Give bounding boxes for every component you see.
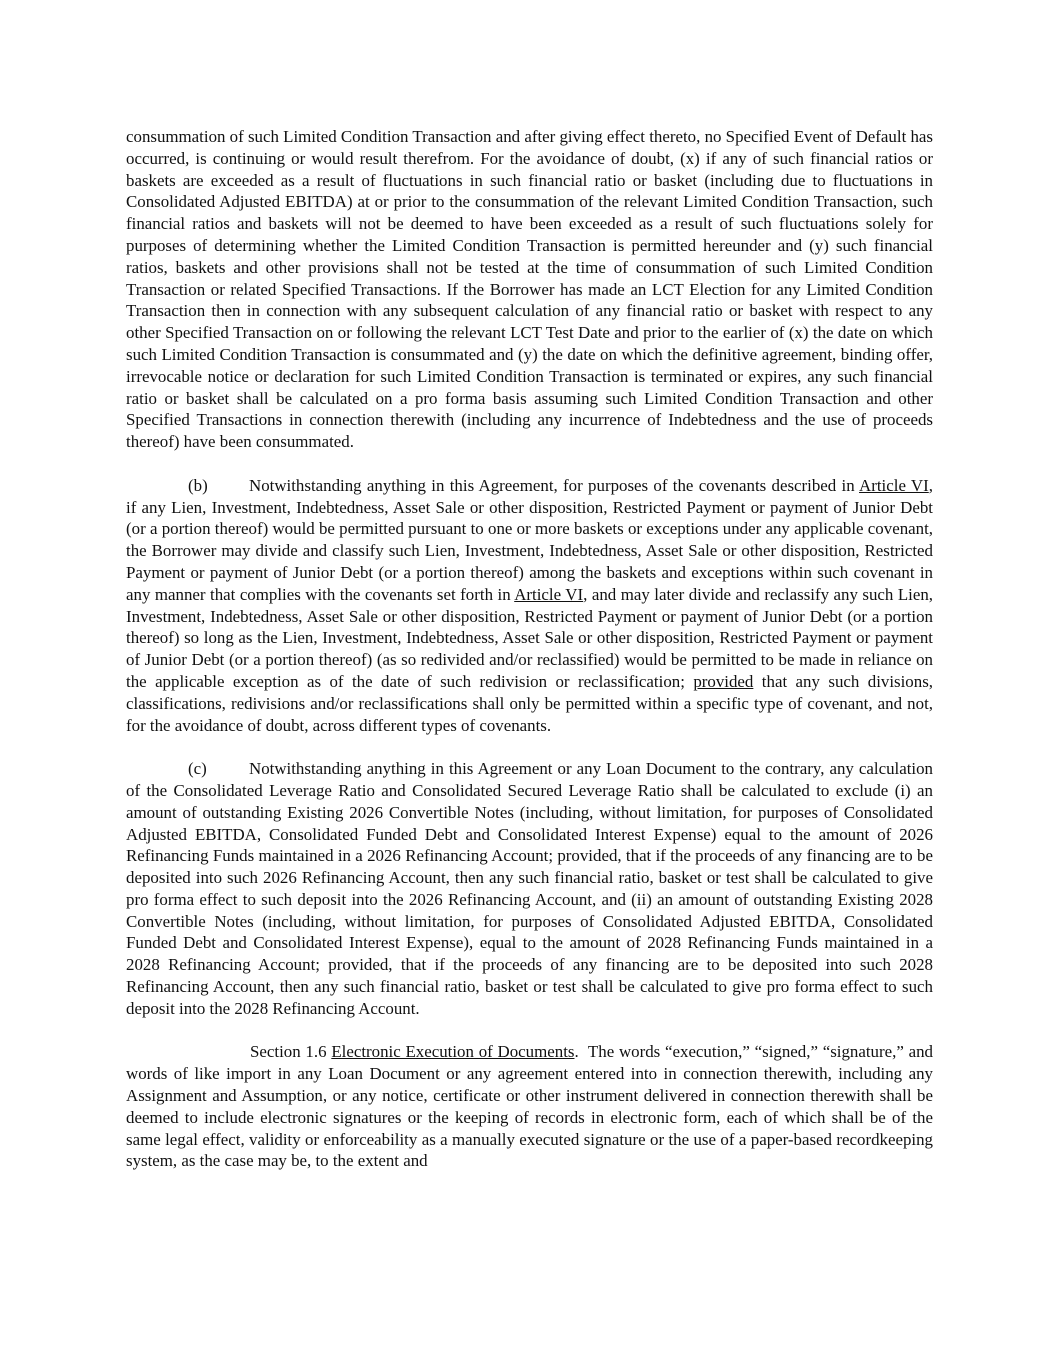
provided-term: provided: [693, 671, 754, 691]
section-1-6: [126, 1041, 938, 1172]
paragraph-continuation-text: consummation of such Limited Condition Transaction and after giving effect thereto, no Specified Event of Default has occurred, is continuing or would result therefrom. For the avoidance of doubt, (x) if any of such financial ratios or baskets are exceeded as a result of fluctuations in such financial ratio or basket (including due to fluctuations in Consolidated Adjusted EBITDA) at or prior to the consummation of the relevant Limited Condition Transaction, such financial ratios and baskets will not be deemed to have been exceeded as a result of such fluctuations solely for purposes of determining whether the Limited Condition Transaction is permitted hereunder and (y) such financial ratios, baskets and other provisions shall not be tested at the time of consummation of such Limited Condition Transaction or related Specified Transactions. If the Borrower has made an LCT Election for any Limited Condition Transaction then in connection with any subsequent calculation of any financial ratio or basket with respect to any other Specified Transaction on or following the relevant LCT Test Date and prior to the earlier of (x) the date on which such Limited Condition Transaction is consummated and (y) the date on which the definitive agreement, binding offer, irrevocable notice or declaration for such Limited Condition Transaction is terminated or expires, any such financial ratio or basket shall be calculated on a pro forma basis assuming such Limited Condition Transaction and other Specified Transactions in connection therewith (including any incurrence of Indebtedness and the use of proceeds thereof) have been consummated.: [126, 127, 933, 452]
paragraph-b: [126, 475, 933, 737]
section-1-6-period: .: [574, 1042, 579, 1062]
paragraph-c-text: Notwithstanding anything in this Agreement or any Loan Document to the contrary, any calculation of the Consolidated Leverage Ratio and Consolidated Secured Leverage Ratio shall be calculated to exclude (i) an amount of outstanding Existing 2026 Convertible Notes (including, without limitation, for purposes of Consolidated Adjusted EBITDA, Consolidated Funded Debt and Consolidated Interest Expense) equal to the amount of 2026 Refinancing Funds maintained in a 2026 Refinancing Account; provided, that if the proceeds of any financing are to be deposited into such 2026 Refinancing Account, then any such financial ratio, basket or test shall be calculated to give pro forma effect to such deposit into the 2026 Refinancing Account, and (ii) an amount of outstanding Existing 2028 Convertible Notes (including, without limitation, for purposes of Consolidated Adjusted EBITDA, Consolidated Funded Debt and Consolidated Interest Expense), equal to the amount of 2028 Refinancing Funds maintained in a 2028 Refinancing Account; provided, that if the proceeds of any financing are to be deposited into such 2028 Refinancing Account, then any such financial ratio, basket or test shall be calculated to give pro forma effect to such deposit into the 2028 Refinancing Account.: [126, 759, 933, 1018]
article-vi-reference: Article VI: [859, 475, 929, 495]
paragraph-c-number: (c): [188, 759, 207, 779]
paragraph-b-number: (b): [188, 475, 208, 495]
section-1-6-heading: Electronic Execution of Documents: [331, 1042, 575, 1062]
section-1-6-label: Section 1.6: [250, 1042, 332, 1062]
article-vi-reference-2: Article VI: [514, 584, 584, 604]
paragraph-b-text-2: , if any Lien, Investment, Indebtedness, Asset Sale or other disposition, Restricted Payment or payment of Junior Debt (or a portion thereof) would be permitted pursuant to one or more baskets or exceptions under any applicable covenant, the Borrower may divide and classify such Lien, Investment, Indebtedness, Asset Sale or other disposition, Restricted Payment or payment of Junior Debt (or a portion thereof) among the baskets and exceptions within such covenant in any manner that complies with the covenants set forth in: [126, 475, 933, 604]
section-1-6-text: The words “execution,” “signed,” “signature,” and words of like import in any Loan Document or any agreement entered into in connection therewith, including any Assignment and Assumption, or any notice, certificate or other instrument delivered in connection therewith shall be deemed to include electronic signatures or the keeping of records in electronic form, each of which shall be of the same legal effect, validity or enforceability as a manually executed signature or the use of a paper-based recordkeeping system, as the case may be, to the extent and: [126, 1042, 938, 1171]
document-page: [126, 126, 938, 1172]
paragraph-c: [126, 758, 933, 1020]
paragraph-b-text-1: Notwithstanding anything in this Agreement, for purposes of the covenants described in: [249, 475, 860, 495]
paragraph-b-text-3: , and may later divide and reclassify any such Lien, Investment, Indebtedness, Asset Sale or other disposition, Restricted Payment or payment of Junior Debt (or a portion thereof) so long as the Lien, Investment, Indebtedness, Asset Sale or other disposition, Restricted Payment or payment of Junior Debt (or a portion thereof) (as so redivided and/or reclassified) would be permitted to be made in reliance on the applicable exception as of the date of such redivision or reclassification;: [126, 584, 934, 691]
paragraph-continuation: [126, 126, 933, 453]
paragraph-b-text-4: that any such divisions, classifications, redivisions and/or reclassifications shall only be permitted within a specific type of covenant, and not, for the avoidance of doubt, across different types of covenants.: [126, 671, 933, 735]
